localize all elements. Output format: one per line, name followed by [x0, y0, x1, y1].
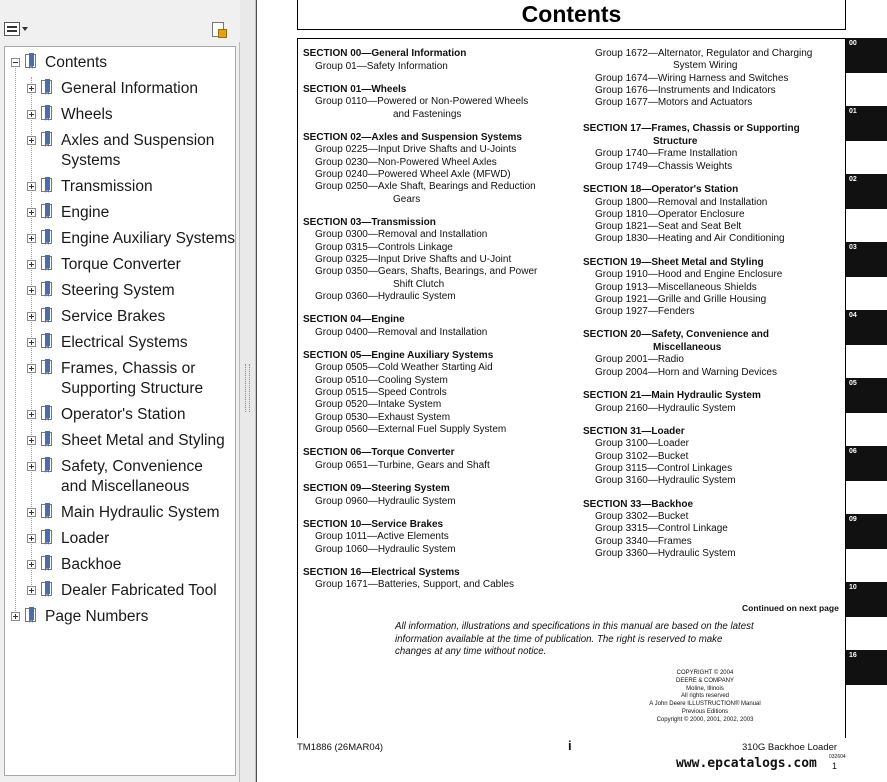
- toc-section-heading: SECTION 00—General Information: [303, 48, 467, 59]
- expand-icon[interactable]: [27, 136, 36, 145]
- toc-group-entry: Group 2160—Hydraulic System: [595, 402, 736, 414]
- list-icon: [4, 22, 20, 36]
- section-tab: [846, 310, 887, 345]
- toc-section-heading: SECTION 17—Frames, Chassis or Supporting Structure: [583, 123, 843, 148]
- toc-group-entry: Group 1671—Batteries, Support, and Cables: [315, 579, 515, 591]
- toc-section-heading: SECTION 10—Service Brakes: [303, 518, 444, 530]
- bookmark-icon: [41, 530, 52, 546]
- section-tab-label: 02: [849, 176, 857, 183]
- bookmark-label: Electrical Systems: [61, 334, 188, 351]
- toc-group-entry: Group 0651—Turbine, Gears and Shaft: [315, 459, 490, 471]
- bookmark-label: Sheet Metal and Styling: [61, 432, 225, 449]
- toc-group-entry: Group 1810—Operator Enclosure: [595, 208, 745, 220]
- expand-icon[interactable]: [27, 586, 36, 595]
- bookmark-backhoe[interactable]: [5, 555, 235, 575]
- bookmark-icon: [41, 308, 52, 324]
- bookmark-icon: [25, 608, 36, 624]
- footer-date-code: 032604: [829, 754, 846, 760]
- toc-group-entry: Group 3160—Hydraulic System: [595, 475, 736, 487]
- bookmark-label: Backhoe: [61, 556, 122, 573]
- toc-group-entry: Group 1740—Frame Installation: [595, 148, 738, 160]
- toc-group-entry: Group 1910—Hood and Engine Enclosure: [595, 269, 783, 281]
- toc-group-entry: Group 0250—Axle Shaft, Bearings and Reduction: [315, 181, 536, 193]
- bookmark-label: General Information: [61, 80, 198, 97]
- copyright-line: COPYRIGHT © 2004: [676, 670, 734, 676]
- bookmark-icon: [41, 556, 52, 572]
- bookmark-icon: [25, 54, 36, 70]
- disclaimer-notice: All information, illustrations and specifications in this manual are based on the latest information available at the time of publication. The right is reserved to make changes at any time without notice.: [395, 621, 754, 657]
- bookmark-main-hydraulic[interactable]: [5, 503, 235, 523]
- toc-section-heading: SECTION 06—Torque Converter: [303, 447, 455, 459]
- copyright-block: [635, 670, 775, 725]
- toc-section-continuation: Miscellaneous: [653, 341, 722, 353]
- copyright-line: Previous Editions: [681, 708, 729, 715]
- section-tab-label: 01: [849, 108, 857, 115]
- bookmark-label: Steering System: [61, 282, 175, 299]
- bookmark-wheels[interactable]: [5, 105, 235, 125]
- bookmark-label: Transmission: [61, 178, 153, 195]
- bookmark-icon: [41, 132, 52, 148]
- section-tab-label: 16: [849, 652, 857, 659]
- toc-group-entry: [583, 60, 843, 72]
- toc-section-heading: SECTION 20—Safety, Convenience and Miscellaneous: [583, 329, 843, 354]
- section-tab: [846, 106, 887, 141]
- expand-icon[interactable]: [27, 208, 36, 217]
- section-tab: [846, 38, 887, 73]
- toc-section-heading: SECTION 04—Engine: [303, 314, 405, 326]
- footer-page-number: 1: [832, 761, 838, 771]
- section-tab: [846, 446, 887, 481]
- toc-group-entry: Group 2004—Horn and Warning Devices: [595, 366, 777, 378]
- copyright-line: Copyright © 2000, 2001, 2002, 2003: [656, 716, 754, 723]
- toc-section-heading: SECTION 31—Loader: [583, 425, 685, 437]
- toc-group-entry: Group 2001—Radio: [595, 354, 684, 366]
- bookmark-icon: [41, 282, 52, 298]
- toc-group-entry: Group 1821—Seat and Seat Belt: [595, 221, 742, 233]
- toc-group-entry: Group 0240—Powered Wheel Axle (MFWD): [315, 168, 511, 180]
- options-menu-button[interactable]: [4, 22, 30, 38]
- bookmark-page-numbers[interactable]: [5, 607, 235, 627]
- bookmark-sheet-metal[interactable]: [5, 431, 235, 451]
- continued-note: Continued on next page: [742, 603, 839, 613]
- section-tab-label: 06: [849, 448, 857, 455]
- copyright-line: All rights reserved: [680, 693, 730, 700]
- toc-group-entry: Group 3340—Frames: [595, 535, 692, 547]
- toc-group-entry: Group 0350—Gears, Shafts, Bearings, and Power: [315, 266, 538, 278]
- toc-group-entry: Group 3100—Loader: [595, 438, 689, 450]
- expand-icon[interactable]: [27, 560, 36, 569]
- expand-icon[interactable]: [27, 338, 36, 347]
- chevron-down-icon: [22, 27, 28, 31]
- toc-group-entry: [303, 109, 561, 121]
- bookmark-label: Axles and Suspension Systems: [61, 132, 215, 169]
- toc-group-continuation: System Wiring: [673, 60, 738, 72]
- expand-icon[interactable]: [27, 534, 36, 543]
- splitter-grip-icon[interactable]: [245, 364, 250, 412]
- copyright-line: Moline, Illinois: [686, 685, 724, 692]
- toc-group-entry: Group 0560—External Fuel Supply System: [315, 423, 507, 435]
- toc-group-entry: Group 0230—Non-Powered Wheel Axles: [315, 156, 497, 168]
- bookmark-label: Contents: [45, 54, 108, 71]
- section-tab-label: 10: [849, 584, 857, 591]
- toc-group-entry: Group 0300—Removal and Installation: [315, 229, 488, 241]
- expand-icon[interactable]: [27, 410, 36, 419]
- expand-icon[interactable]: [27, 84, 36, 93]
- expand-icon[interactable]: [27, 110, 36, 119]
- bookmark-electrical-systems[interactable]: [5, 333, 235, 353]
- toc-group-entry: Group 0520—Intake System: [315, 399, 442, 411]
- toc-section-heading: SECTION 09—Steering System: [303, 483, 450, 495]
- bookmark-torque-converter[interactable]: [5, 255, 235, 275]
- section-tabs: [846, 38, 887, 738]
- bookmark-label: Engine Auxiliary Systems: [61, 230, 236, 247]
- toc-section-heading: SECTION 01—Wheels: [303, 83, 407, 95]
- toc-group-entry: Group 0400—Removal and Installation: [315, 326, 488, 338]
- expand-icon[interactable]: [27, 462, 36, 471]
- bookmark-general-information[interactable]: [5, 79, 235, 99]
- footer-page-roman: i: [568, 738, 572, 753]
- bookmark-icon: [41, 458, 52, 474]
- watermark-text: www.epcatalogs.com: [676, 756, 817, 771]
- bookmark-icon: [41, 360, 52, 376]
- toc-group-continuation: Gears: [393, 193, 421, 205]
- footer-model: 310G Backhoe Loader: [742, 742, 838, 753]
- section-tab: [846, 378, 887, 413]
- copyright-line: DEERE & COMPANY: [676, 677, 734, 684]
- bookmark-icon: [41, 80, 52, 96]
- bookmark-axles-and-suspension[interactable]: [5, 131, 235, 171]
- toc-section-heading: SECTION 18—Operator's Station: [583, 184, 739, 196]
- bookmark-loader[interactable]: [5, 529, 235, 549]
- toc-group-entry: Group 0325—Input Drive Shafts and U-Joint: [315, 253, 512, 265]
- toc-group-entry: Group 1913—Miscellaneous Shields: [595, 281, 757, 293]
- expand-icon[interactable]: [27, 260, 36, 269]
- toc-group-entry: Group 1800—Removal and Installation: [595, 196, 768, 208]
- bookmark-frames-chassis[interactable]: [5, 359, 235, 399]
- bookmark-label: Frames, Chassis or Supporting Structure: [61, 360, 204, 397]
- toc-group-entry: Group 0505—Cold Weather Starting Aid: [315, 362, 493, 374]
- toc-section-heading: SECTION 19—Sheet Metal and Styling: [583, 256, 764, 268]
- toc-section-heading: SECTION 21—Main Hydraulic System: [583, 390, 761, 402]
- expand-current-bookmark-button[interactable]: [210, 22, 228, 40]
- toc-group-entry: Group 1011—Active Elements: [315, 531, 449, 543]
- section-tab-label: 00: [849, 40, 857, 47]
- bookmark-label: Safety, Convenience and Miscellaneous: [61, 458, 203, 495]
- section-tab-label: 04: [849, 312, 857, 319]
- toc-group-entry: Group 1060—Hydraulic System: [315, 543, 456, 555]
- bookmark-icon: [41, 230, 52, 246]
- toc-group-entry: Group 0110—Powered or Non-Powered Wheels: [315, 96, 529, 108]
- expand-icon[interactable]: [27, 312, 36, 321]
- section-tab-label: 05: [849, 380, 857, 387]
- toc-group-entry: Group 1672—Alternator, Regulator and Charging: [595, 48, 813, 59]
- footer-manual-id: TM1886 (26MAR04): [297, 742, 384, 753]
- bookmark-icon: [41, 432, 52, 448]
- bookmark-icon: [41, 582, 52, 598]
- bookmark-icon: [41, 406, 52, 422]
- toc-group-entry: Group 0530—Exhaust System: [315, 411, 451, 423]
- bookmark-label: Page Numbers: [45, 608, 149, 625]
- bookmark-label: Engine: [61, 204, 110, 221]
- bookmark-label: Torque Converter: [61, 256, 181, 273]
- copyright-line: A John Deere ILLUSTRUCTION® Manual: [649, 701, 761, 708]
- page-title: Contents: [521, 1, 622, 27]
- toc-group-entry: Group 1674—Wiring Harness and Switches: [595, 72, 789, 84]
- toc-section-heading: SECTION 05—Engine Auxiliary Systems: [303, 349, 494, 361]
- bookmark-label: Service Brakes: [61, 308, 166, 325]
- section-tab: [846, 242, 887, 277]
- toc-group-continuation: Shift Clutch: [393, 278, 445, 290]
- toc-group-entry: Group 0360—Hydraulic System: [315, 290, 456, 302]
- section-tab-label: 03: [849, 244, 857, 251]
- section-tab: [846, 582, 887, 617]
- toc-section-heading: SECTION 16—Electrical Systems: [303, 566, 460, 578]
- bookmark-transmission[interactable]: [5, 177, 235, 197]
- toc-group-entry: Group 1927—Fenders: [595, 306, 695, 318]
- expand-icon[interactable]: [27, 182, 36, 191]
- expand-icon[interactable]: [27, 286, 36, 295]
- bookmark-icon: [41, 504, 52, 520]
- toc-section-heading: SECTION 33—Backhoe: [583, 498, 694, 510]
- toc-section-continuation: Structure: [653, 135, 698, 147]
- section-tab: [846, 174, 887, 209]
- toc-group-entry: Group 1676—Instruments and Indicators: [595, 84, 776, 96]
- bookmark-label: Operator's Station: [61, 406, 186, 423]
- toc-group-entry: Group 1749—Chassis Weights: [595, 160, 733, 172]
- section-tab-label: 09: [849, 516, 857, 523]
- toc-group-entry: Group 0960—Hydraulic System: [315, 495, 456, 507]
- toc-group-entry: [303, 194, 561, 206]
- expand-icon[interactable]: [27, 508, 36, 517]
- bookmark-tree: [4, 46, 236, 776]
- bookmark-dealer-fabricated-tool[interactable]: [5, 581, 235, 601]
- toc-group-entry: [303, 279, 561, 291]
- panel-splitter[interactable]: [240, 0, 256, 782]
- bookmark-icon: [41, 256, 52, 272]
- toc-group-entry: Group 0225—Input Drive Shafts and U-Joints: [315, 144, 517, 156]
- bookmark-steering-system[interactable]: [5, 281, 235, 301]
- toc-section-heading: SECTION 02—Axles and Suspension Systems: [303, 131, 522, 143]
- bookmark-icon: [41, 204, 52, 220]
- section-tab: [846, 514, 887, 549]
- expand-icon[interactable]: [27, 234, 36, 243]
- bookmark-label: Main Hydraulic System: [61, 504, 220, 521]
- bookmark-safety-convenience[interactable]: [5, 457, 235, 497]
- bookmark-engine[interactable]: [5, 203, 235, 223]
- expand-icon[interactable]: [27, 436, 36, 445]
- bookmark-contents[interactable]: [5, 53, 235, 73]
- toc-section-heading: SECTION 03—Transmission: [303, 216, 436, 228]
- toc-group-entry: Group 1677—Motors and Actuators: [595, 97, 753, 109]
- toc-group-entry: Group 0510—Cooling System: [315, 374, 448, 386]
- toc-group-entry: Group 1921—Grille and Grille Housing: [595, 293, 767, 305]
- bookmark-label: Dealer Fabricated Tool: [61, 582, 217, 599]
- bookmarks-toolbar: [0, 0, 240, 42]
- toc-group-continuation: and Fastenings: [393, 108, 462, 120]
- bookmark-engine-auxiliary[interactable]: [5, 229, 235, 249]
- bookmark-label: Wheels: [61, 106, 113, 123]
- section-tab: [846, 650, 887, 685]
- bookmark-operators-station[interactable]: [5, 405, 235, 425]
- toc-left-column: [303, 48, 561, 592]
- toc-group-entry: Group 01—Safety Information: [315, 60, 448, 72]
- collapse-icon[interactable]: [11, 58, 20, 67]
- expand-icon[interactable]: [27, 364, 36, 373]
- bookmark-icon: [41, 178, 52, 194]
- document-page: [257, 0, 887, 782]
- bookmarks-panel: [0, 0, 240, 782]
- bookmark-icon: [41, 106, 52, 122]
- toc-group-entry: Group 3115—Control Linkages: [595, 462, 733, 474]
- toc-group-entry: Group 3102—Bucket: [595, 450, 689, 462]
- bookmark-service-brakes[interactable]: [5, 307, 235, 327]
- expand-icon[interactable]: [11, 612, 20, 621]
- bookmark-label: Loader: [61, 530, 110, 547]
- toc-group-entry: Group 3315—Control Linkage: [595, 523, 728, 535]
- toc-group-entry: Group 1830—Heating and Air Conditioning: [595, 233, 785, 245]
- toc-group-entry: Group 0315—Controls Linkage: [315, 241, 453, 253]
- bookmark-icon: [41, 334, 52, 350]
- toc-group-entry: Group 3360—Hydraulic System: [595, 547, 736, 559]
- title-box: [297, 0, 846, 30]
- bookmark-tag-icon: [218, 29, 227, 38]
- toc-group-entry: Group 3302—Bucket: [595, 511, 689, 523]
- toc-group-entry: Group 0515—Speed Controls: [315, 387, 447, 399]
- toc-right-column: [583, 48, 843, 560]
